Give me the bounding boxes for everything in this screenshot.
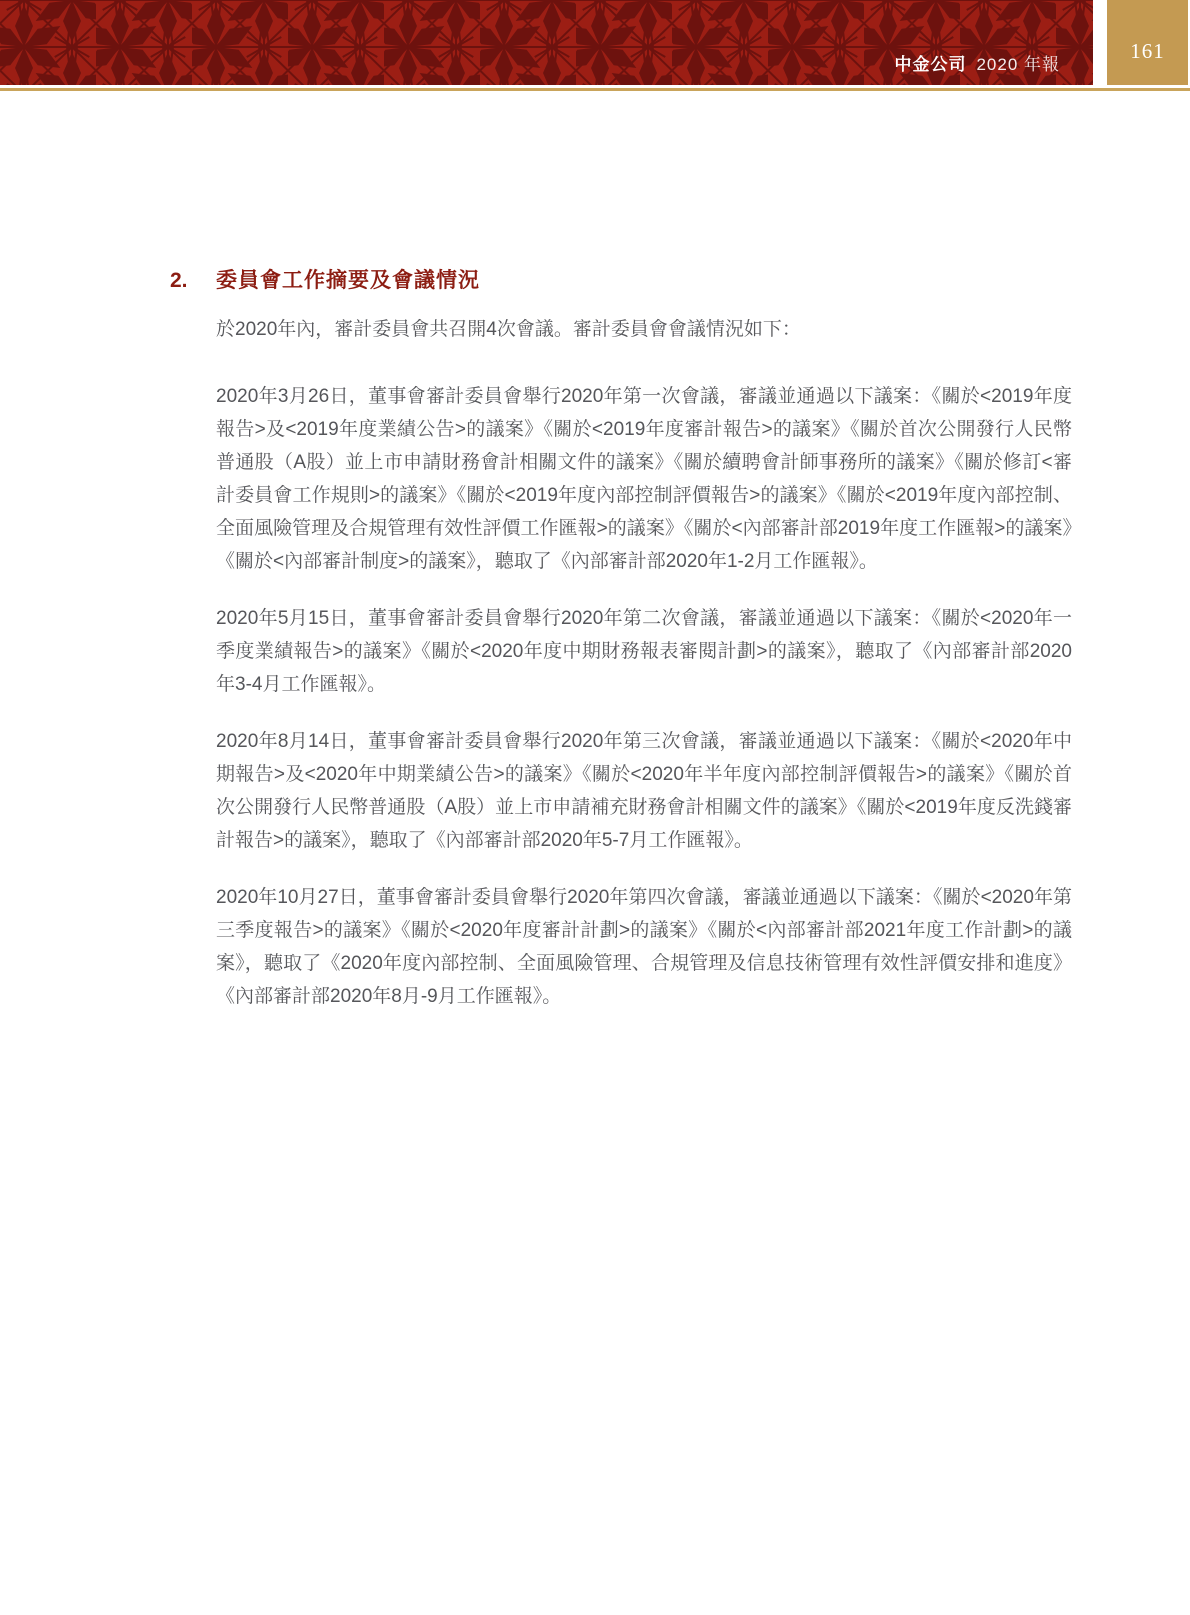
meeting-paragraph-1: 2020年3月26日，董事會審計委員會舉行2020年第一次會議，審議並通過以下議案：《關於<2019年度報告>及<2019年度業績公告>的議案》《關於<2019年度審計報告>的議案》《關於首次公開發行人民幣普通股（A股）並上市申請財務會計相關文件的議案》《關於續聘會計師事務所的議案》《關於修訂<審計委員會工作規則>的議案》《關於<2019年度內部控制評價報告>的議案》《關於<2019年度內部控制、全面風險管理及合規管理有效性評價工作匯報>的議案》《關於<內部審計部2019年度工作匯報>的議案》《關於<內部審計制度>的議案》，聽取了《內部審計部2020年1-2月工作匯報》。: [216, 386, 1072, 572]
report-brand: [894, 50, 1060, 75]
report-year: 2020 年報: [976, 55, 1060, 74]
section-body: [216, 313, 1072, 1013]
page-number-badge: [1107, 0, 1188, 85]
meeting-paragraph-2: 2020年5月15日，董事會審計委員會舉行2020年第二次會議，審議並通過以下議案：《關於<2020年一季度業績報告>的議案》《關於<2020年度中期財務報表審閱計劃>的議案》，聽取了《內部審計部2020年3-4月工作匯報》。: [216, 608, 1072, 695]
company-name: 中金公司: [894, 55, 967, 74]
section-title: 委員會工作摘要及會議情況: [216, 269, 480, 292]
header-band: [0, 0, 1093, 85]
page-number: 161: [1130, 39, 1165, 63]
section-heading: [170, 266, 480, 296]
meeting-paragraph-4: 2020年10月27日，董事會審計委員會舉行2020年第四次會議，審議並通過以下議案：《關於<2020年第三季度報告>的議案》《關於<2020年度審計計劃>的議案》《關於<內部審計部2021年度工作計劃>的議案》，聽取了《2020年度內部控制、全面風險管理、合規管理及信息技術管理有效性評價安排和進度》《內部審計部2020年8月-9月工作匯報》。: [216, 887, 1072, 1007]
section-number: 2.: [170, 269, 188, 292]
meeting-paragraph-3: 2020年8月14日，董事會審計委員會舉行2020年第三次會議，審議並通過以下議案：《關於<2020年中期報告>及<2020年中期業績公告>的議案》《關於<2020年半年度內部控制評價報告>的議案》《關於首次公開發行人民幣普通股（A股）並上市申請補充財務會計相關文件的議案》《關於<2019年度反洗錢審計報告>的議案》，聽取了《內部審計部2020年5-7月工作匯報》。: [216, 731, 1072, 851]
header-divider: [0, 88, 1190, 91]
intro-paragraph: 於2020年內，審計委員會共召開4次會議。審計委員會會議情況如下：: [216, 319, 801, 340]
